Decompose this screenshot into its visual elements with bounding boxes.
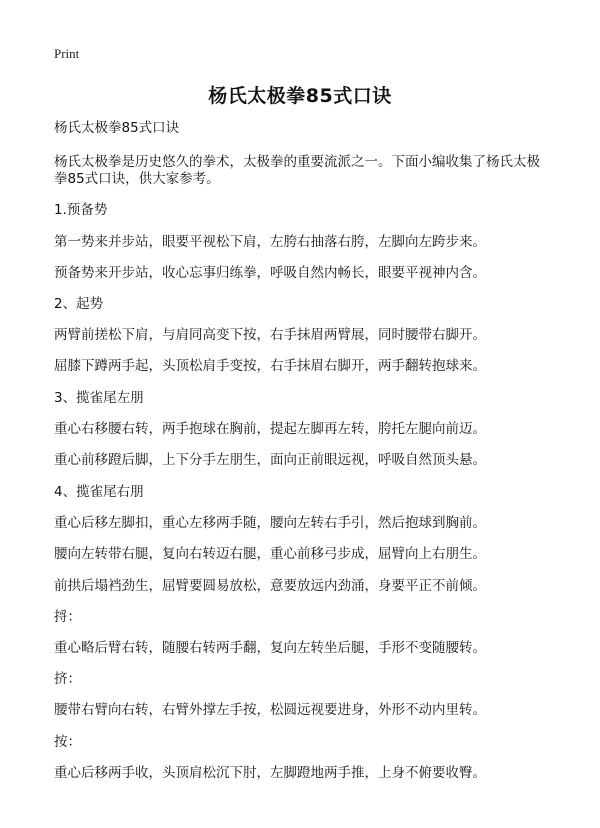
article-subtitle: 杨氏太极拳85式口诀 [54,120,180,136]
verse-line: 前拱后塌裆劲生，屈臂要圆易放松，意要放远内劲涌，身要平正不前倾。 [54,578,486,594]
section-heading: 挤： [54,671,81,687]
intro-line-2: 拳85式口诀，供大家参考。 [54,171,220,187]
section-heading: 3、揽雀尾左朋 [54,390,144,406]
verse-line: 两臂前搓松下肩，与肩同高变下按，右手抹眉两臂展，同时腰带右脚开。 [54,327,486,343]
verse-line: 预备势来开步站，收心忘事归练拳，呼吸自然内畅长，眼要平视神内含。 [54,265,486,281]
section-heading: 1.预备势 [54,202,108,218]
verse-line: 第一势来并步站，眼要平视松下肩，左胯右抽落右胯，左脚向左跨步来。 [54,234,486,250]
page-title: 杨氏太极拳85式口诀 [208,85,392,107]
verse-line: 重心略后臂右转，随腰右转两手翻，复向左转坐后腿，手形不变随腰转。 [54,640,486,656]
verse-line: 腰向左转带右腿，复向右转迈右腿，重心前移弓步成，屈臂向上右朋生。 [54,546,486,562]
verse-line: 重心后移两手收，头顶肩松沉下肘，左脚蹬地两手推，上身不俯要收臀。 [54,765,486,781]
intro-line-1: 杨氏太极拳是历史悠久的拳术，太极拳的重要流派之一。下面小编收集了杨氏太极 [54,154,540,170]
verse-line: 重心前移蹬后脚，上下分手左朋生，面向正前眼远视，呼吸自然顶头悬。 [54,452,486,468]
section-heading: 按： [54,734,81,750]
section-heading: 2、起势 [54,296,104,312]
section-heading: 4、揽雀尾右朋 [54,484,144,500]
verse-line: 重心后移左脚扣，重心左移两手随，腰向左转右手引，然后抱球到胸前。 [54,515,486,531]
verse-line: 屈膝下蹲两手起，头顶松肩手变按，右手抹眉右脚开，两手翻转抱球来。 [54,358,486,374]
print-link[interactable]: Print [54,46,80,61]
section-heading: 捋： [54,609,81,625]
verse-line: 重心右移腰右转，两手抱球在胸前，提起左脚再左转，胯托左腿向前迈。 [54,421,486,437]
verse-line: 腰带右臂向右转，右臂外撑左手按，松圆远视要进身，外形不动内里转。 [54,702,486,718]
